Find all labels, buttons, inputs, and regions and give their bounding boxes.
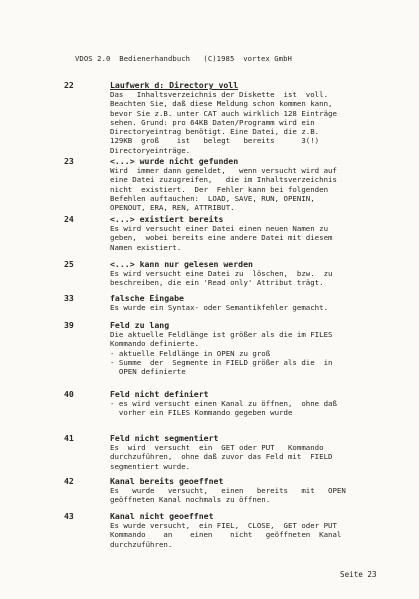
entry-line: eine Datei zuzugreifen, die im Inhaltsverzeichnis (110, 175, 337, 185)
entry-line: durchzuführen. (110, 539, 173, 549)
entry-line: - aktuelle Feldlänge in OPEN zu groß (110, 348, 271, 358)
entry-line: OPEN definierte (110, 367, 186, 377)
entry-title: <...> wurde nicht gefunden (110, 156, 239, 166)
entry-line: Es wurde ein Syntax- oder Semantikfehler gemacht. (110, 303, 329, 312)
entry-number: 33 (64, 293, 74, 303)
entry-line: durchzuführen, ohne daß zuvor das Feld mit FIELD (110, 452, 333, 462)
entry-title: Laufwerk d: Directory voll (110, 80, 239, 90)
entry-line: Beachten Sie, daß diese Meldung schon kommen kann, (110, 99, 333, 109)
entry-content (110, 156, 380, 212)
entry-line: bevor Sie z.B. unter CAT auch wirklich 128 Einträge (110, 108, 337, 118)
entry-title: <...> existiert bereits (110, 214, 224, 224)
entry-number: 43 (64, 511, 74, 521)
entry-line: - es wird versucht einen Kanal zu öffnen, ohne daß (110, 399, 337, 408)
entry-content (110, 511, 380, 549)
entry-number: 25 (64, 259, 74, 269)
entry-line: Wird immer dann gemeldet, wenn versucht wird auf (110, 166, 337, 175)
entry-number: 39 (64, 320, 74, 330)
entry-line: Es wird versucht ein GET oder PUT Kommando (110, 443, 324, 452)
entry-content (110, 214, 380, 252)
entry-line: OPENOUT, ERA, REN, ATTRIBUT. (110, 203, 235, 213)
entry-title: falsche Eingabe (110, 293, 184, 303)
entry-content (110, 320, 380, 376)
entry-line: Es wird versucht eine Datei zu löschen, bzw. zu (110, 269, 333, 278)
page-number: Seite 23 (340, 570, 377, 579)
entry-line: Directoryeintrag benötigt. Eine Datei, die z.B. (110, 127, 320, 137)
entry-content (110, 259, 380, 288)
entry-line: geöffneten Kanal nochmals zu öffnen. (110, 495, 271, 505)
entry-line: Es wurde versucht, ein FIEL, CLOSE, GET oder PUT (110, 521, 337, 530)
entry-line: Die aktuelle Feldlänge ist größer als die im FILES (110, 330, 333, 339)
entry-number: 24 (64, 214, 74, 224)
entry-line: segmentiert wurde. (110, 461, 191, 471)
entry-line: Es wird versucht einer Datei einen neuen Namen zu (110, 224, 329, 233)
entry-line: nicht existiert. Der Fehler kann bei folgenden (110, 184, 329, 194)
entry-line: Namen existiert. (110, 242, 182, 252)
entry-number: 22 (64, 80, 74, 90)
entry-line: Befehlen auftauchen: LOAD, SAVE, RUN, OPENIN, (110, 193, 315, 203)
entry-content (110, 389, 380, 418)
entry-line: geben, wobei bereits eine andere Datei mit diesem (110, 233, 333, 243)
entry-number: 23 (64, 156, 74, 166)
page-header: VDOS 2.0 Bedienerhandbuch (C)1985 vortex GmbH (75, 54, 292, 63)
entry-title: Feld zu lang (110, 320, 170, 330)
entry-title: Kanal bereits geoeffnet (110, 476, 224, 486)
entry-line: beschreiben, die ein 'Read only' Attribut trägt. (110, 278, 324, 288)
entry-content (110, 80, 380, 155)
entry-title: Feld nicht definiert (110, 389, 209, 399)
entry-number: 41 (64, 433, 74, 443)
entry-line: Kommando an einen nicht geöffneten Kanal (110, 530, 342, 540)
entry-line: sehen. Grund: pro 64KB Daten/Programm wird ein (110, 117, 315, 127)
entry-number: 42 (64, 476, 74, 486)
entry-number: 40 (64, 389, 74, 399)
entry-title: Feld nicht segmentiert (110, 433, 219, 443)
entry-content (110, 293, 380, 312)
entry-content (110, 476, 380, 505)
entry-line: - Summe der Segmente in FIELD größer als die in (110, 357, 333, 367)
entry-content (110, 433, 380, 471)
entry-title: Kanal nicht geoeffnet (110, 511, 214, 521)
entry-line: Directoryeinträge. (110, 145, 191, 155)
entry-line: Das Inhaltsverzeichnis der Diskette ist voll. (110, 90, 329, 99)
entry-line: 129KB groß ist belegt bereits 3(!) (110, 136, 320, 146)
entry-title: <...> kann nur gelesen werden (110, 259, 253, 269)
entry-line: Kommando definierte. (110, 339, 199, 349)
entry-line: Es wurde versucht, einen bereits mit OPEN (110, 486, 346, 495)
entry-line: vorher ein FILES Kommando gegeben wurde (110, 408, 293, 418)
